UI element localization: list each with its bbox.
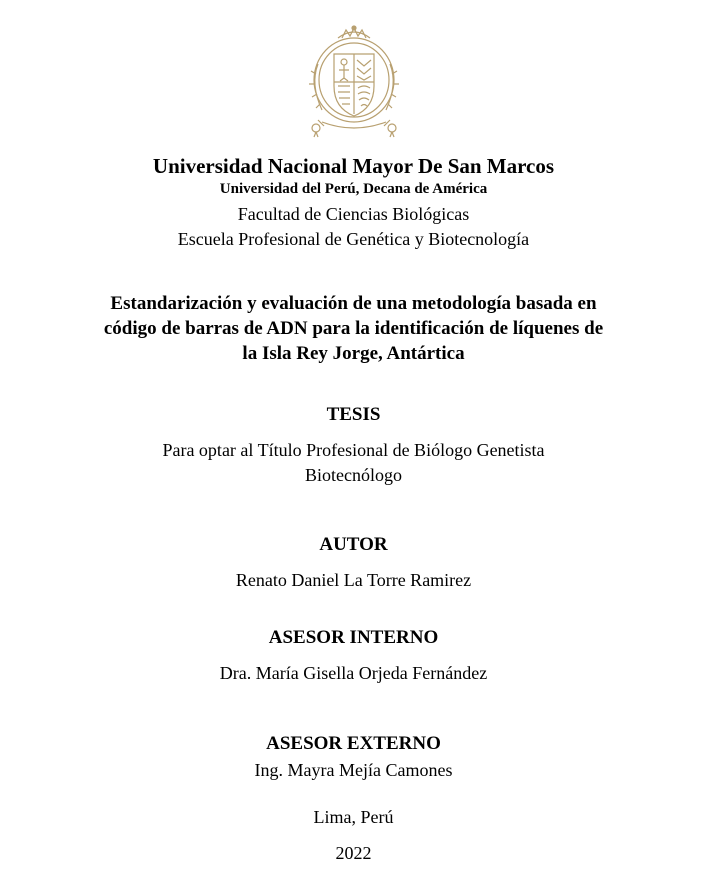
thesis-title-line-1: Estandarización y evaluación de una metodología basada en <box>110 293 597 314</box>
degree-line-2: Biotecnólogo <box>305 465 402 485</box>
place: Lima, Perú <box>313 807 394 827</box>
university-crest-icon <box>304 24 404 138</box>
school-name: Escuela Profesional de Genética y Biotecnología <box>177 229 530 249</box>
year: 2022 <box>335 843 372 863</box>
thesis-title-line-2: código de barras de ADN para la identificación de líquenes de <box>103 318 604 339</box>
faculty-name: Facultad de Ciencias Biológicas <box>237 204 470 224</box>
author-heading: AUTOR <box>319 534 388 555</box>
internal-advisor-heading: ASESOR INTERNO <box>268 627 439 648</box>
author-name: Renato Daniel La Torre Ramirez <box>235 570 472 590</box>
degree-line-1: Para optar al Título Profesional de Biólogo Genetista <box>162 440 545 460</box>
university-motto: Universidad del Perú, Decana de América <box>219 181 488 197</box>
internal-advisor-name: Dra. María Gisella Orjeda Fernández <box>219 663 488 683</box>
thesis-title-line-3: la Isla Rey Jorge, Antártica <box>242 343 465 364</box>
thesis-heading: TESIS <box>326 404 381 425</box>
external-advisor-heading: ASESOR EXTERNO <box>266 733 441 754</box>
external-advisor-name: Ing. Mayra Mejía Camones <box>254 760 453 780</box>
university-name: Universidad Nacional Mayor De San Marcos <box>152 154 555 178</box>
